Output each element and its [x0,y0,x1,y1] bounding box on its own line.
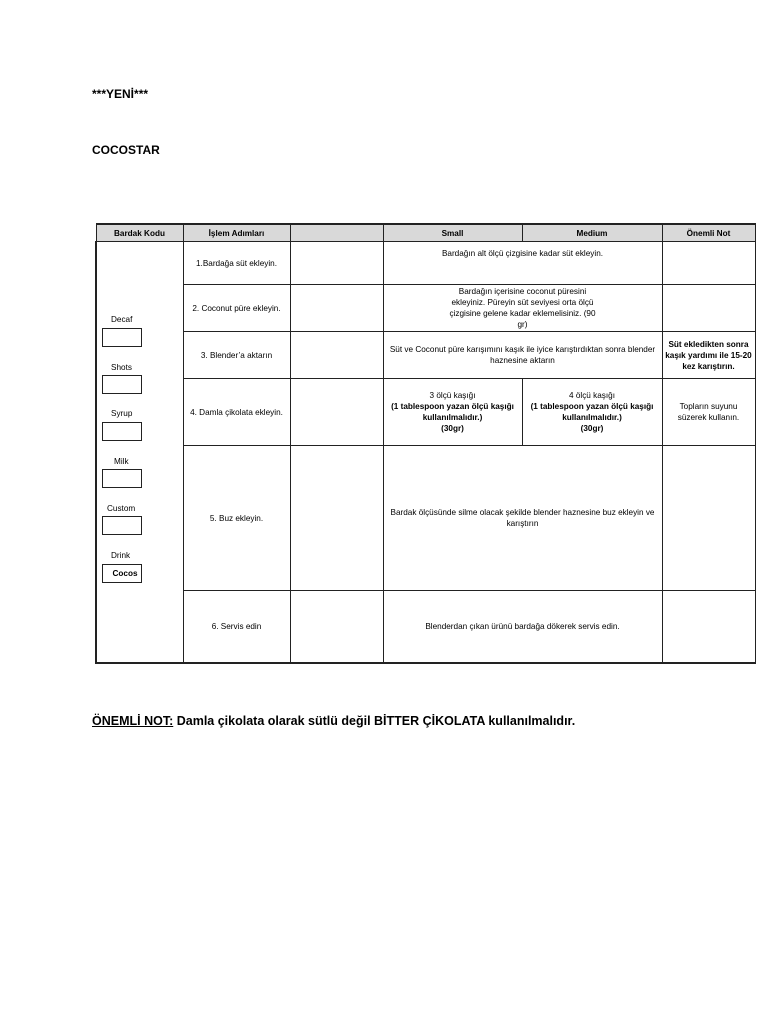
step-1: 1.Bardağa süt ekleyin. [183,242,290,285]
small-weight: (30gr) [441,424,464,433]
small-spoon-note: (1 tablespoon yazan ölçü kaşığı kullanılmalıdır.) [391,402,514,422]
col-header-cup-code: Bardak Kodu [96,224,183,242]
syrup-label: Syrup [111,409,133,418]
drink-box: Cocos [102,564,142,583]
table-row [96,591,755,663]
blank-cell [290,379,383,446]
step-4-small [383,379,522,446]
important-note [92,714,575,728]
step-6-instruction: Blenderdan çıkan ürünü bardağa dökerek servis edin. [383,591,662,663]
custom-label: Custom [107,504,136,513]
medium-amount: 4 ölçü kaşığı [569,391,615,400]
decaf-label: Decaf [111,315,133,324]
step-2-note [662,285,755,332]
table-header-row [96,224,755,242]
cup-code-panel [97,242,183,656]
step-6: 6. Servis edin [183,591,290,663]
col-header-note: Önemli Not [662,224,755,242]
step-2: 2. Coconut püre ekleyin. [183,285,290,332]
custom-box [102,516,142,535]
medium-weight: (30gr) [580,424,604,433]
step-2-instruction: Bardağın içerisine coconut püresini ekleyiniz. Püreyin süt seviyesi orta ölçü çizgisine gelene kadar eklemelisiniz. (90 gr) [383,285,662,332]
step-5-instruction: Bardak ölçüsünde silme olacak şekilde blender haznesine buz ekleyin ve karıştırın [383,446,662,591]
table-row [96,446,755,591]
important-note-text: Damla çikolata olarak sütlü değil BİTTER ÇİKOLATA kullanılmalıdır. [173,714,576,728]
drink-label: Drink [111,551,131,560]
blank-cell [290,285,383,332]
step-4: 4. Damla çikolata ekleyin. [183,379,290,446]
step-5: 5. Buz ekleyin. [183,446,290,591]
small-amount: 3 ölçü kaşığı [429,391,476,400]
shots-label: Shots [111,363,132,372]
step-3-note: Süt ekledikten sonra kaşık yardımı ile 15-20 kez karıştırın. [662,332,755,379]
milk-label: Milk [114,457,129,466]
step-6-note [662,591,755,663]
important-note-label: ÖNEMLİ NOT: [92,714,174,728]
col-header-blank [290,224,383,242]
blank-cell [290,446,383,591]
step-3: 3. Blender’a aktarın [183,332,290,379]
recipe-table [95,223,756,664]
table-row [96,242,755,285]
new-tag: ***YENİ*** [92,87,149,101]
syrup-box [102,422,142,441]
cup-code-cell [96,242,183,663]
step-1-instruction: Bardağın alt ölçü çizgisine kadar süt ekleyin. [383,242,662,285]
product-title: COCOSTAR [92,143,160,157]
table-row [96,285,755,332]
blank-cell [290,242,383,285]
blank-cell [290,332,383,379]
milk-box [102,469,142,488]
table-row [96,332,755,379]
step-4-medium [522,379,662,446]
step-5-note [662,446,755,591]
col-header-small: Small [383,224,522,242]
step-1-note [662,242,755,285]
decaf-box [102,328,142,347]
step-4-note: Topların suyunu süzerek kullanın. [662,379,755,446]
step-3-instruction: Süt ve Coconut püre karışımını kaşık ile iyice karıştırdıktan sonra blender haznesine aktarın [383,332,662,379]
medium-spoon-note: (1 tablespoon yazan ölçü kaşığı kullanılmalıdır.) [530,402,654,422]
blank-cell [290,591,383,663]
col-header-medium: Medium [522,224,662,242]
shots-box [102,375,142,394]
col-header-steps: İşlem Adımları [183,224,290,242]
table-row [96,379,755,446]
